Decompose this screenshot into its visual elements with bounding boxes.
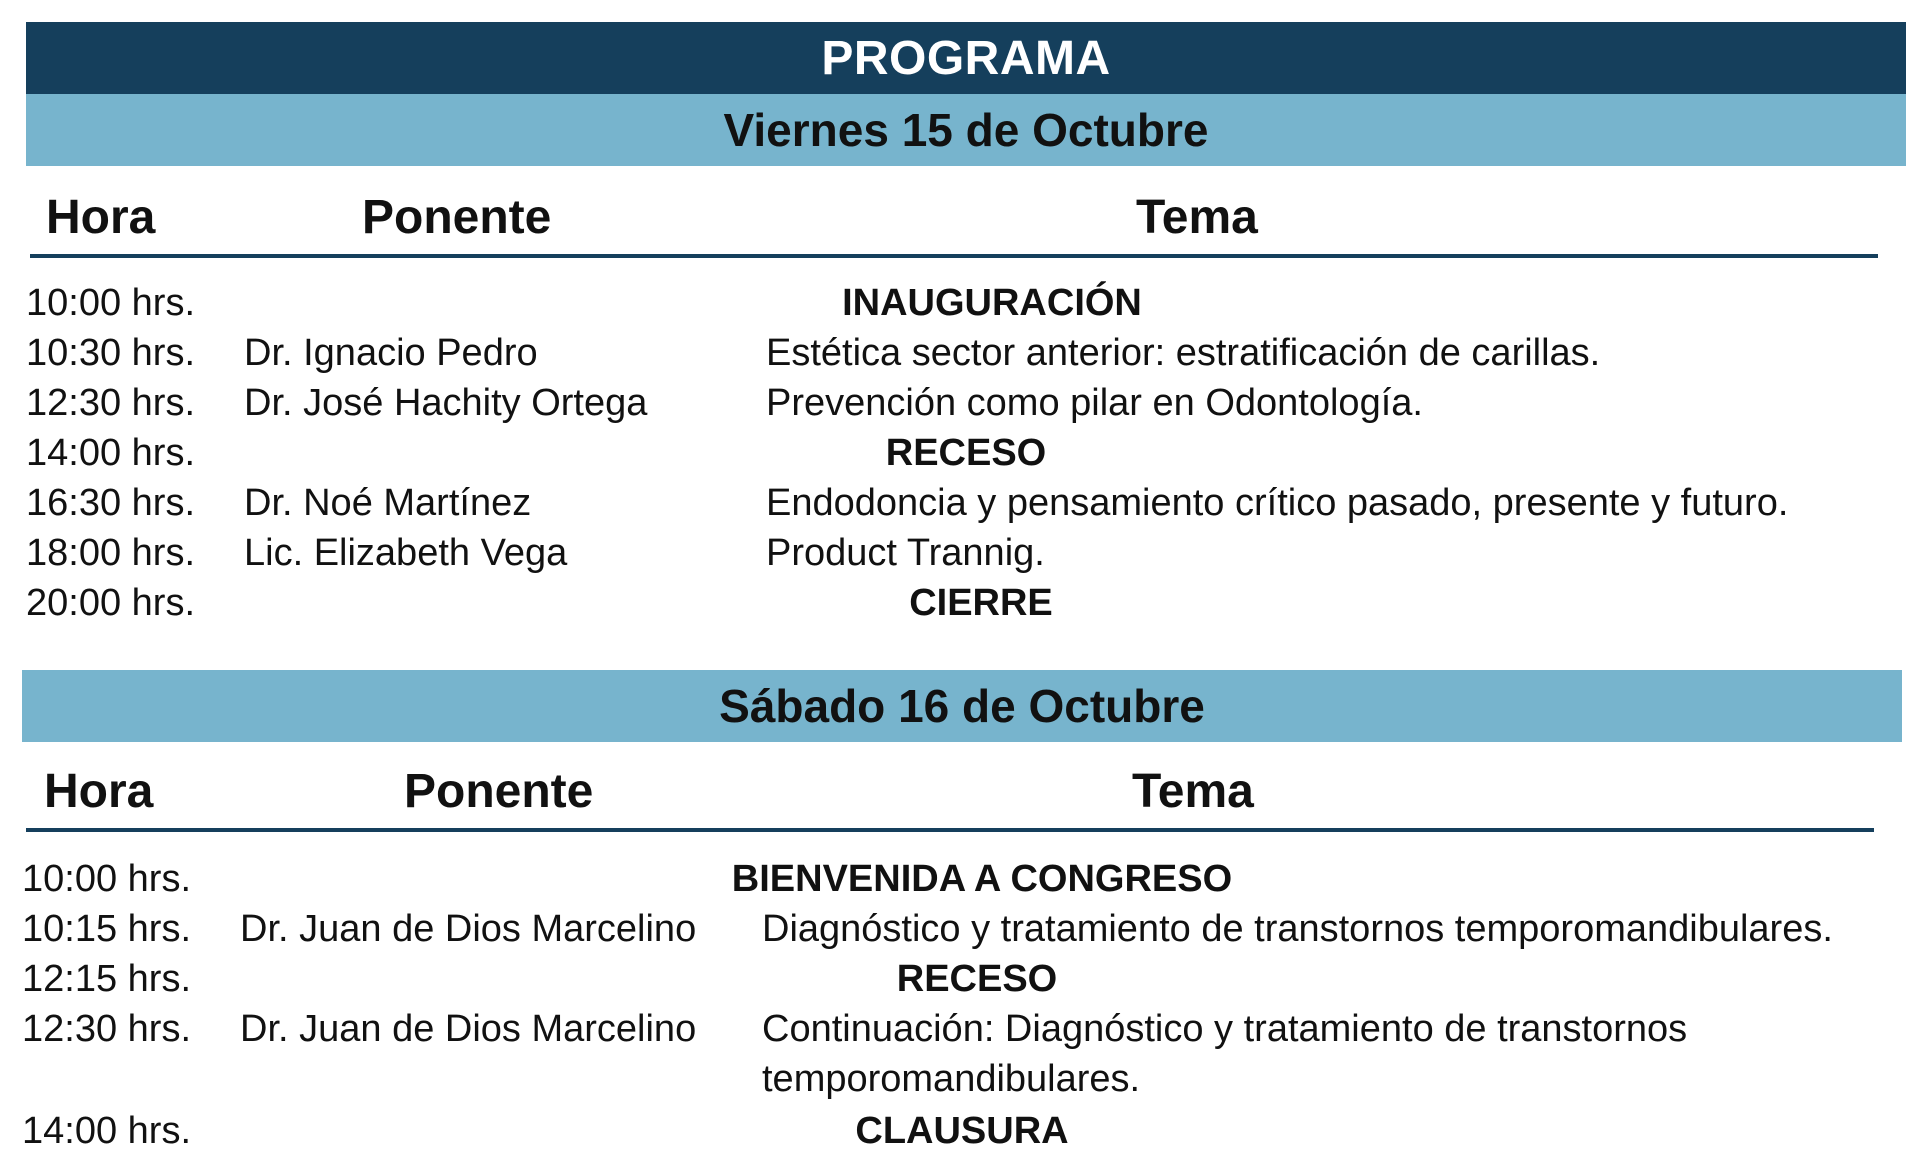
row-speaker: Dr. Juan de Dios Marcelino bbox=[240, 1008, 697, 1050]
day-2-header-ponente: Ponente bbox=[404, 765, 594, 818]
day-1-band: Viernes 15 de Octubre bbox=[26, 94, 1906, 166]
row-time: 18:00 hrs. bbox=[26, 532, 195, 574]
row-topic: Diagnóstico y tratamiento de transtornos temporomandibulares. bbox=[762, 908, 1833, 950]
day-2-band: Sábado 16 de Octubre bbox=[22, 670, 1902, 742]
program-title: PROGRAMA bbox=[26, 22, 1906, 94]
row-event: BIENVENIDA A CONGRESO bbox=[731, 858, 1233, 900]
row-time: 10:30 hrs. bbox=[26, 332, 195, 374]
row-event: CLAUSURA bbox=[855, 1110, 1069, 1152]
row-topic: Estética sector anterior: estratificación de carillas. bbox=[766, 332, 1601, 374]
row-topic: Endodoncia y pensamiento crítico pasado, presente y futuro. bbox=[766, 482, 1789, 524]
day-2-header-hora: Hora bbox=[44, 765, 154, 818]
day-2-header-rule bbox=[26, 828, 1874, 832]
row-time: 20:00 hrs. bbox=[26, 582, 195, 624]
row-event: RECESO bbox=[896, 958, 1058, 1000]
row-time: 10:00 hrs. bbox=[22, 858, 191, 900]
row-topic: Product Trannig. bbox=[766, 532, 1045, 574]
row-speaker: Dr. Juan de Dios Marcelino bbox=[240, 908, 697, 950]
day-1-header-rule bbox=[30, 254, 1878, 258]
row-time: 10:15 hrs. bbox=[22, 908, 191, 950]
day-1-header-tema: Tema bbox=[1136, 191, 1258, 244]
day-1-header-ponente: Ponente bbox=[362, 191, 552, 244]
row-time: 12:30 hrs. bbox=[22, 1008, 191, 1050]
row-time: 12:15 hrs. bbox=[22, 958, 191, 1000]
row-topic: Prevención como pilar en Odontología. bbox=[766, 382, 1423, 424]
day-1-header-hora: Hora bbox=[46, 191, 156, 244]
row-time: 14:00 hrs. bbox=[26, 432, 195, 474]
row-topic: Continuación: Diagnóstico y tratamiento de transtornos temporomandibulares. bbox=[762, 1008, 1688, 1100]
row-event: RECESO bbox=[885, 432, 1047, 474]
schedule-row bbox=[22, 1004, 1902, 1104]
row-speaker: Dr. Noé Martínez bbox=[244, 482, 532, 524]
row-time: 10:00 hrs. bbox=[26, 282, 195, 324]
row-speaker: Dr. Ignacio Pedro bbox=[244, 332, 538, 374]
day-2-header-tema: Tema bbox=[1132, 765, 1254, 818]
row-time: 14:00 hrs. bbox=[22, 1110, 191, 1152]
row-time: 12:30 hrs. bbox=[26, 382, 195, 424]
row-time: 16:30 hrs. bbox=[26, 482, 195, 524]
row-event: INAUGURACIÓN bbox=[842, 282, 1142, 324]
row-speaker: Dr. José Hachity Ortega bbox=[244, 382, 648, 424]
row-event: CIERRE bbox=[909, 582, 1053, 624]
row-speaker: Lic. Elizabeth Vega bbox=[244, 532, 568, 574]
